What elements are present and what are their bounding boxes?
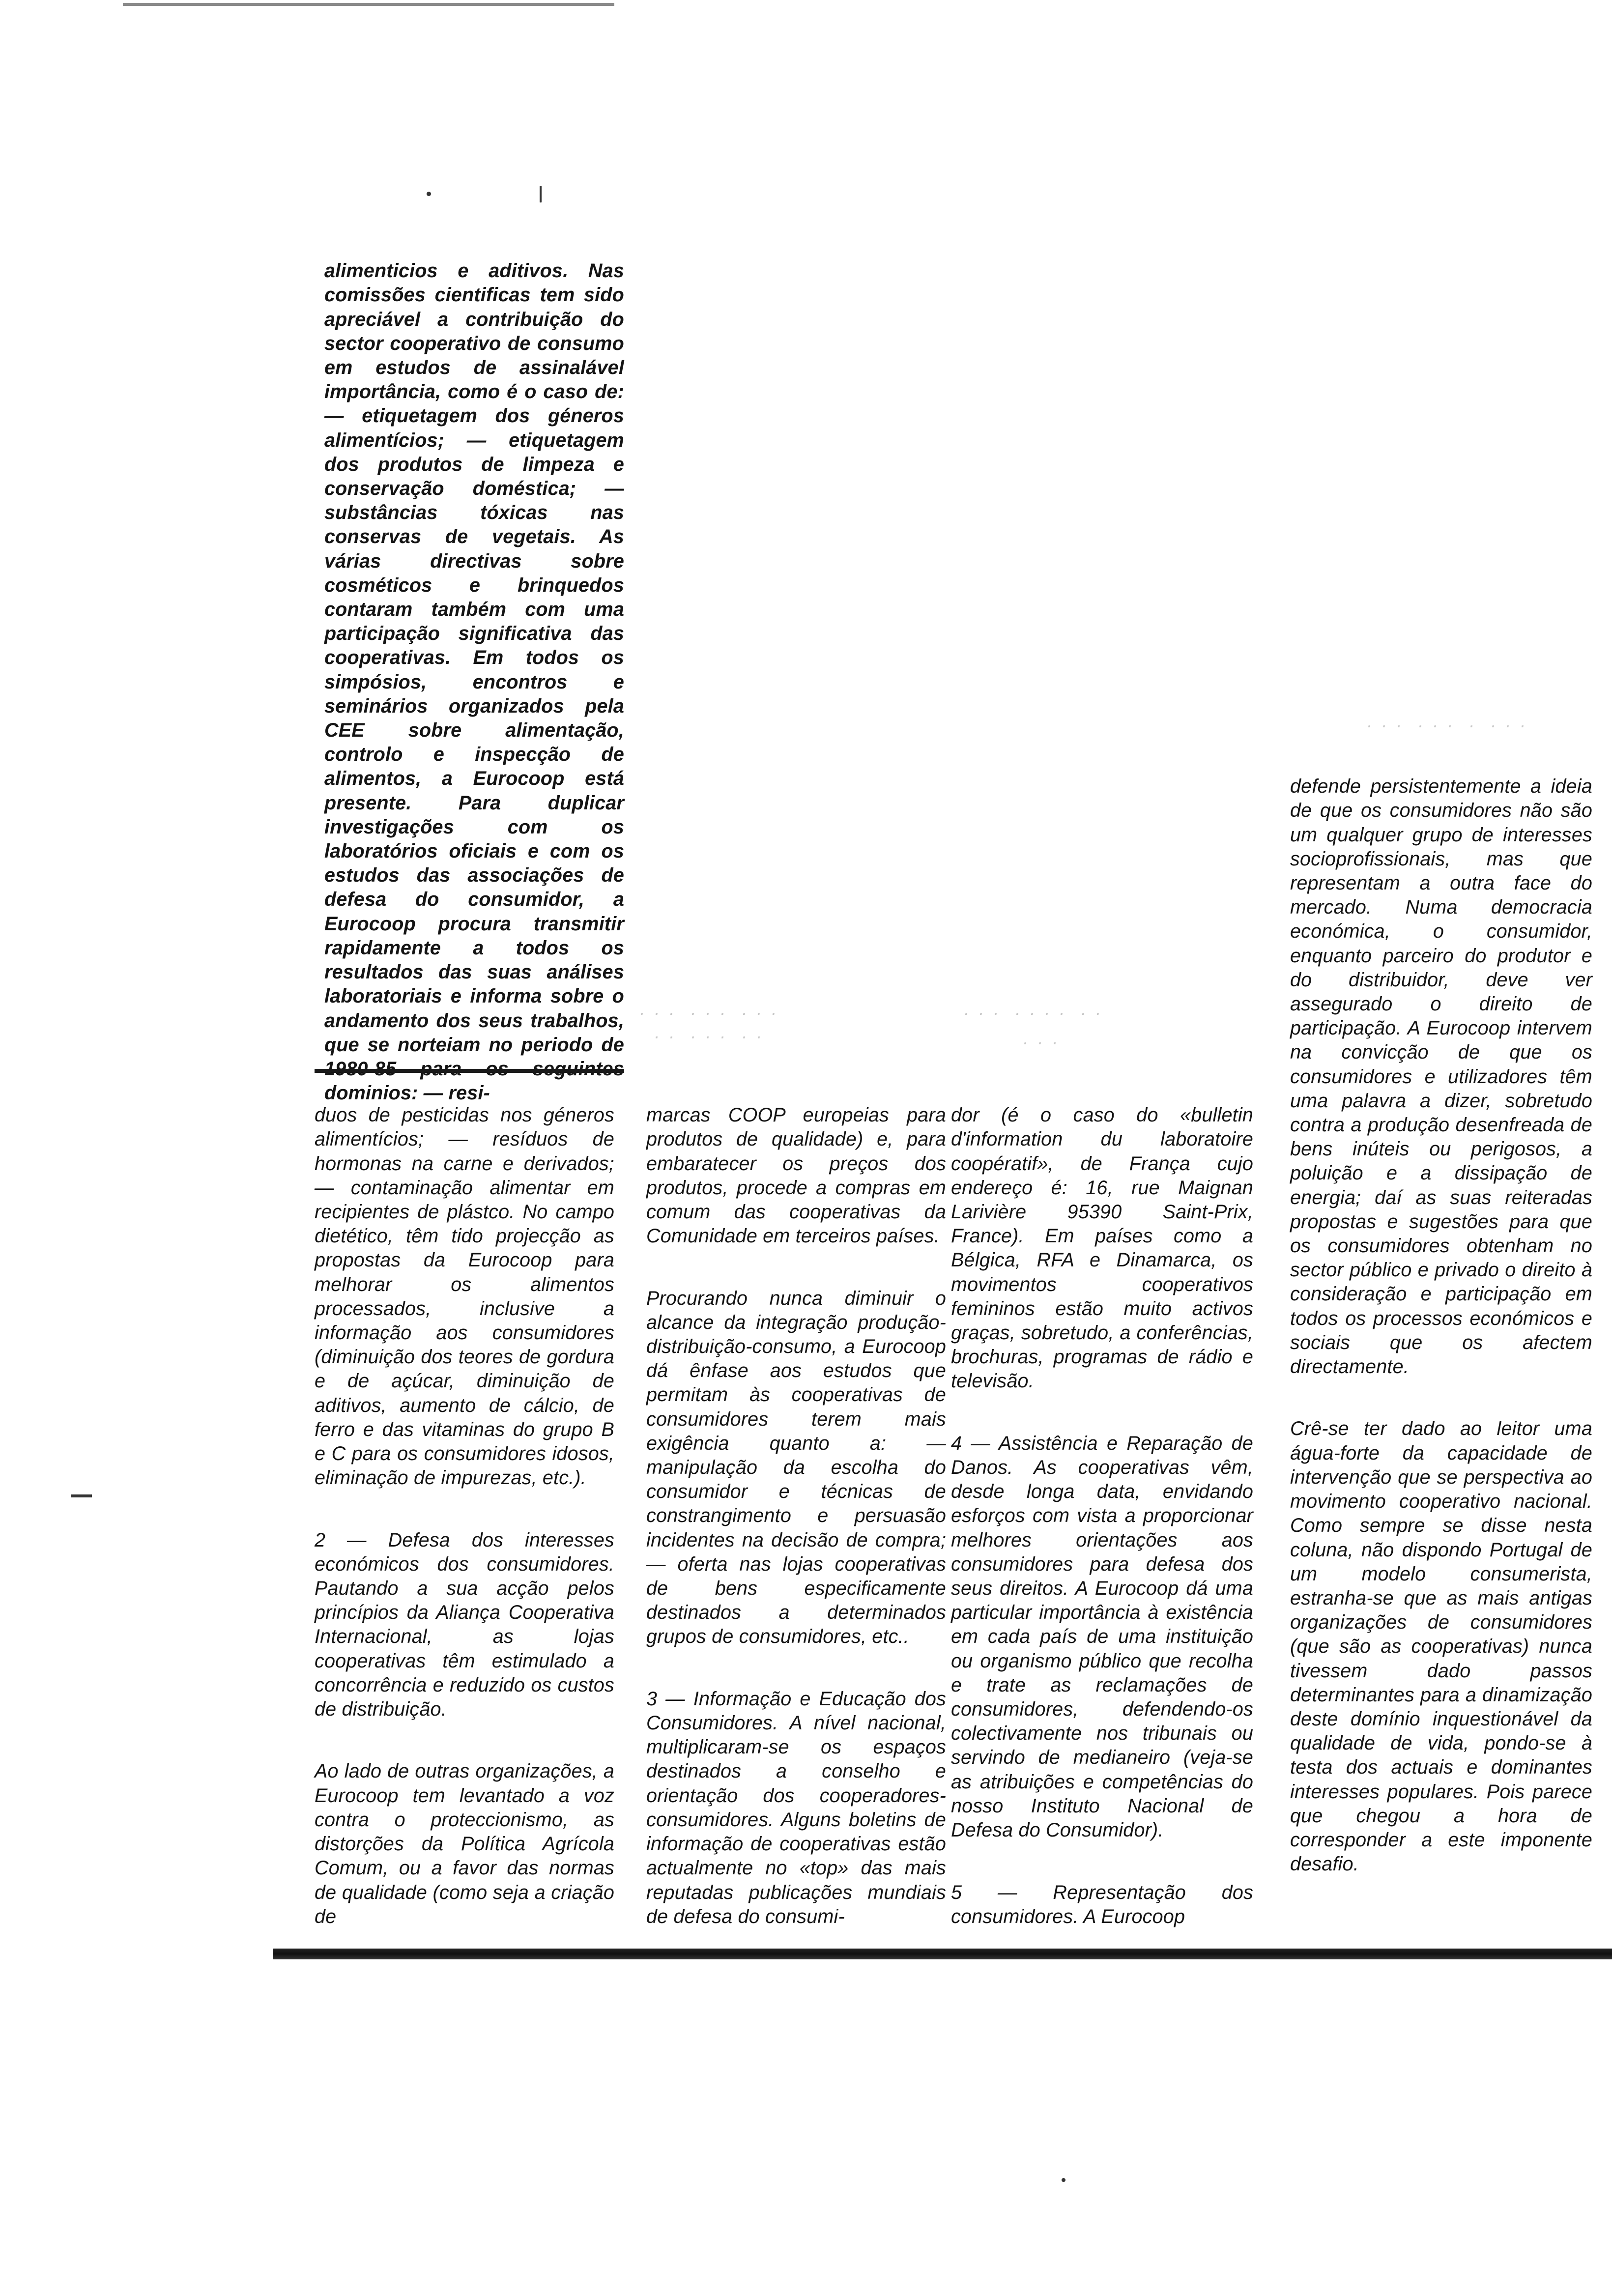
top-edge-rule <box>123 3 614 6</box>
print-smudge: · · · · · · · · · <box>963 1003 1103 1023</box>
column-1-top-text <box>324 235 624 1130</box>
column-2-paragraph: 3 — Informação e Educação dos Consumidores. A nível nacional, multiplicaram-se os espaços destinados a conselho e orientação dos cooperadores-consumidores. Alguns boletins de informação de cooperativas estão actualmente no «top» das mais reputadas publicações mundiais de defesa do consumi- <box>646 1688 946 1927</box>
column-4-text <box>1290 750 1592 1901</box>
speck-mark <box>1062 2178 1065 2182</box>
bottom-heavy-rule <box>273 1949 1612 1959</box>
print-smudge: · · · · · · · · · <box>639 1003 778 1023</box>
column-3-paragraph: 5 — Representação dos consumidores. A Eurocoop <box>951 1881 1253 1927</box>
margin-dash <box>71 1494 92 1497</box>
column-1-paragraph: 2 — Defesa dos interesses económicos dos consumidores. Pautando a sua acção pelos princípios da Aliança Cooperativa Internacional, as lojas cooperativas têm estimulado a concorrência e reduzido os custos de distribuição. <box>315 1529 614 1721</box>
column-1-divider-rule <box>315 1069 624 1073</box>
column-1-paragraph: Ao lado de outras organizações, a Eurocoop tem levantado a voz contra o proteccionismo, as distorções da Política Agrícola Comum, ou a favor das normas de qualidade (como seja a criação de <box>315 1760 614 1927</box>
column-3-paragraph: 4 — Assistência e Reparação de Danos. As cooperativas vêm, desde longa data, envidando esforços com vista a proporcionar melhores orientações aos consumidores para defesa dos seus direitos. A Eurocoop dá uma particular importância à existência em cada país de uma instituição ou organismo público que recolha e trate as reclamações de consumidores, defendendo-os colectivamente nos tribunais ou servindo de medianeiro (veja-se as atribuições e competências do nosso Instituto Nacional de Defesa do Consumidor). <box>951 1432 1253 1841</box>
column-1-bottom-text <box>315 1079 614 1953</box>
print-smudge: · · · <box>1022 1032 1060 1052</box>
column-4-paragraph: defende persistentemente a ideia de que os consumidores não são um qualquer grupo de interesses socioprofissionais, mas que representam a outra face do mercado. Numa democracia económica, o consumidor, enquanto parceiro do produtor e do distribuidor, deve ver assegurado o direito de participação. A Eurocoop intervem na convicção de que os consumidores e utilizadores têm uma palavra a dizer, sobretudo contra a produção desenfreada de bens inúteis ou perigosos, a poluição e a dissipação de energia; daí as suas reiteradas propostas e sugestões para que os consumidores obtenham no sector público e privado o direito à consideração e participação em todos os processos económicos e sociais que os afectem directamente. <box>1290 775 1592 1378</box>
column-2-text <box>646 1079 946 1953</box>
column-2-paragraph: marcas COOP europeias para produtos de qualidade) e, para embaratecer os preços dos produtos, procede a compras em comum das cooperativas da Comunidade em terceiros países. <box>646 1104 946 1247</box>
print-smudge: · · · · · · · · · · <box>1366 715 1527 735</box>
speck-mark <box>540 186 542 202</box>
speck-mark <box>427 192 431 196</box>
column-2-paragraph: Procurando nunca diminuir o alcance da integração produção-distribuição-consumo, a Eurocoop dá ênfase aos estudos que permitam às cooperativas de consumidores terem mais exigência quanto a: — manipulação da escolha do consumidor e técnicas de constrangimento e persuasão incidentes na decisão de compra; — oferta nas lojas cooperativas de bens especificamente destinados a determinados grupos de consumidores, etc.. <box>646 1287 946 1648</box>
column-4-paragraph: Crê-se ter dado ao leitor uma água-forte da capacidade de intervenção que se perspectiva ao movimento cooperativo nacional. Como sempre se disse nesta coluna, não dispondo Portugal de um modelo consumerista, estranha-se que as mais antigas organizações de consumidores (que são as cooperativas) nunca tivessem dado passos determinantes para a dinamização deste domínio inquestionável da qualidade de vida, pondo-se à testa dos actuais e dominantes interesses populares. Pois parece que chegou a hora de corresponder a este imponente desafio. <box>1290 1418 1592 1875</box>
print-smudge: · · · · · · · <box>654 1026 764 1046</box>
column-1-paragraph: duos de pesticidas nos géneros alimentícios; — resíduos de hormonas na carne e derivados; — contaminação alimentar em recipientes de plástco. No campo dietético, têm tido projecção as propostas da Eurocoop para melhorar os alimentos processados, inclusive a informação aos consumidores (diminuição dos teores de gordura e de açúcar, diminuição de aditivos, aumento de cálcio, de ferro e das vitaminas do grupo B e C para os consumidores idosos, eliminação de impurezas, etc.). <box>315 1104 614 1489</box>
column-1-top-paragraph: alimenticios e aditivos. Nas comissões cientificas tem sido apreciável a contribuição do sector cooperativo de consumo em estudos de assinalável importância, como é o caso de: — etiquetagem dos géneros alimentícios; — etiquetagem dos produtos de limpeza e conservação doméstica; — substâncias tóxicas nas conservas de vegetais. As várias directivas sobre cosméticos e brinquedos contaram também com uma participação significativa das cooperativas. Em todos os simpósios, encontros e seminários organizados pela CEE sobre alimentação, controlo e inspecção de alimentos, a Eurocoop está presente. Para duplicar investigações com os laboratórios oficiais e com os estudos das associações de defesa do consumidor, a Eurocoop procura transmitir rapidamente a todos os resultados das suas análises laboratoriais e informa sobre o andamento dos seus trabalhos, que se norteiam no periodo de dominios: — resi- <box>324 260 624 1104</box>
column-3-paragraph: dor (é o caso do «bulletin d'information du laboratoire coopératif», de França cujo endereço é: 16, rue Maignan Larivière 95390 Saint-Prix, France). Em países como a Bélgica, RFA e Dinamarca, os movimentos cooperativos femininos estão muito activos graças, sobretudo, a conferências, brochuras, programas de rádio e televisão. <box>951 1104 1253 1392</box>
column-3-text <box>951 1079 1253 1953</box>
